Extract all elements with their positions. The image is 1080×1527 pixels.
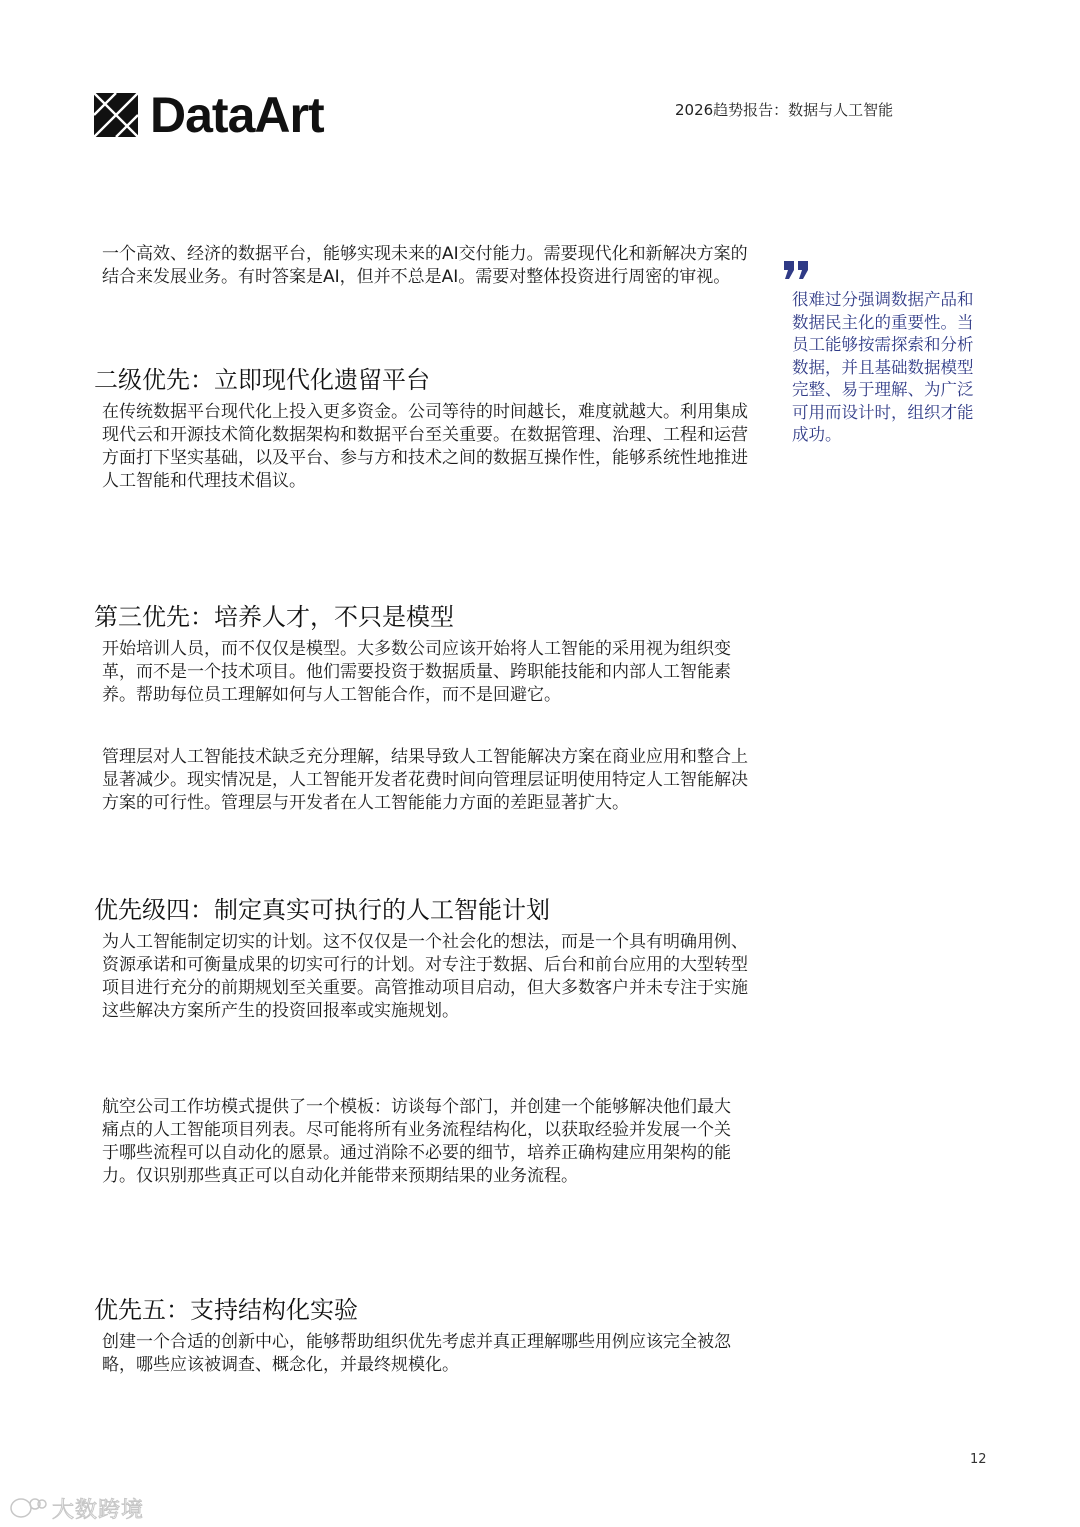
watermark-text: 大数跨境 xyxy=(52,1497,145,1523)
section-paragraph: 管理层对人工智能技术缺乏充分理解，结果导致人工智能解决方案在商业应用和整合上显著减少。现实情况是，人工智能开发者花费时间向管理层证明使用特定人工智能解决方案的可行性。管理层与开发者在人工智能能力方面的差距显著扩大。 xyxy=(102,747,748,813)
section-paragraph: 为人工智能制定切实的计划。这不仅仅是一个社会化的想法，而是一个具有明确用例、资源承诺和可衡量成果的切实可行的计划。对专注于数据、后台和前台应用的大型转型项目进行充分的前期规划至关重要。高管推动项目启动，但大多数客户并未专注于实施这些解决方案所产生的投资回报率或实施规划。 xyxy=(102,932,748,1021)
logo-wordmark: DataArt xyxy=(150,87,324,143)
section-heading-priority-2: 二级优先：立即现代化遗留平台 xyxy=(94,366,430,394)
section-paragraph: 开始培训人员，而不仅仅是模型。大多数公司应该开始将人工智能的采用视为组织变革，而不是一个技术项目。他们需要投资于数据质量、跨职能技能和内部人工智能素养。帮助每位员工理解如何与人工智能合作，而不是回避它。 xyxy=(102,639,731,705)
section-paragraph: 创建一个合适的创新中心，能够帮助组织优先考虑并真正理解哪些用例应该完全被忽略，哪些应该被调查、概念化，并最终规模化。 xyxy=(102,1332,731,1375)
section-heading-priority-3: 第三优先：培养人才，不只是模型 xyxy=(94,603,454,631)
sidebar-pull-quote: 很难过分强调数据产品和数据民主化的重要性。当员工能够按需探索和分析数据，并且基础数据模型完整、易于理解、为广泛可用而设计时，组织才能成功。 xyxy=(792,290,974,444)
section-paragraph: 在传统数据平台现代化上投入更多资金。公司等待的时间越长，难度就越大。利用集成现代云和开源技术简化数据架构和数据平台至关重要。在数据管理、治理、工程和运营方面打下坚实基础，以及平台、参与方和技术之间的数据互操作性，能够系统性地推进人工智能和代理技术倡议。 xyxy=(102,402,748,491)
section-heading-priority-5: 优先五：支持结构化实验 xyxy=(94,1296,358,1324)
dataart-logo-mark-icon xyxy=(94,93,138,137)
section-heading-priority-4: 优先级四：制定真实可执行的人工智能计划 xyxy=(94,896,550,924)
document-title: 2026趋势报告：数据与人工智能 xyxy=(675,101,894,119)
dataart-logo xyxy=(94,87,324,143)
intro-paragraph: 一个高效、经济的数据平台，能够实现未来的AI交付能力。需要现代化和新解决方案的结合来发展业务。有时答案是AI，但并不总是AI。需要对整体投资进行周密的审视。 xyxy=(102,244,748,287)
watermark xyxy=(8,1494,144,1522)
page-number: 12 xyxy=(970,1452,987,1467)
watermark-logo-icon xyxy=(8,1495,48,1521)
quote-icon xyxy=(782,259,812,281)
section-paragraph: 航空公司工作坊模式提供了一个模板：访谈每个部门，并创建一个能够解决他们最大痛点的人工智能项目列表。尽可能将所有业务流程结构化，以获取经验并发展一个关于哪些流程可以自动化的愿景。通过消除不必要的细节，培养正确构建应用架构的能力。仅识别那些真正可以自动化并能带来预期结果的业务流程。 xyxy=(102,1097,731,1186)
